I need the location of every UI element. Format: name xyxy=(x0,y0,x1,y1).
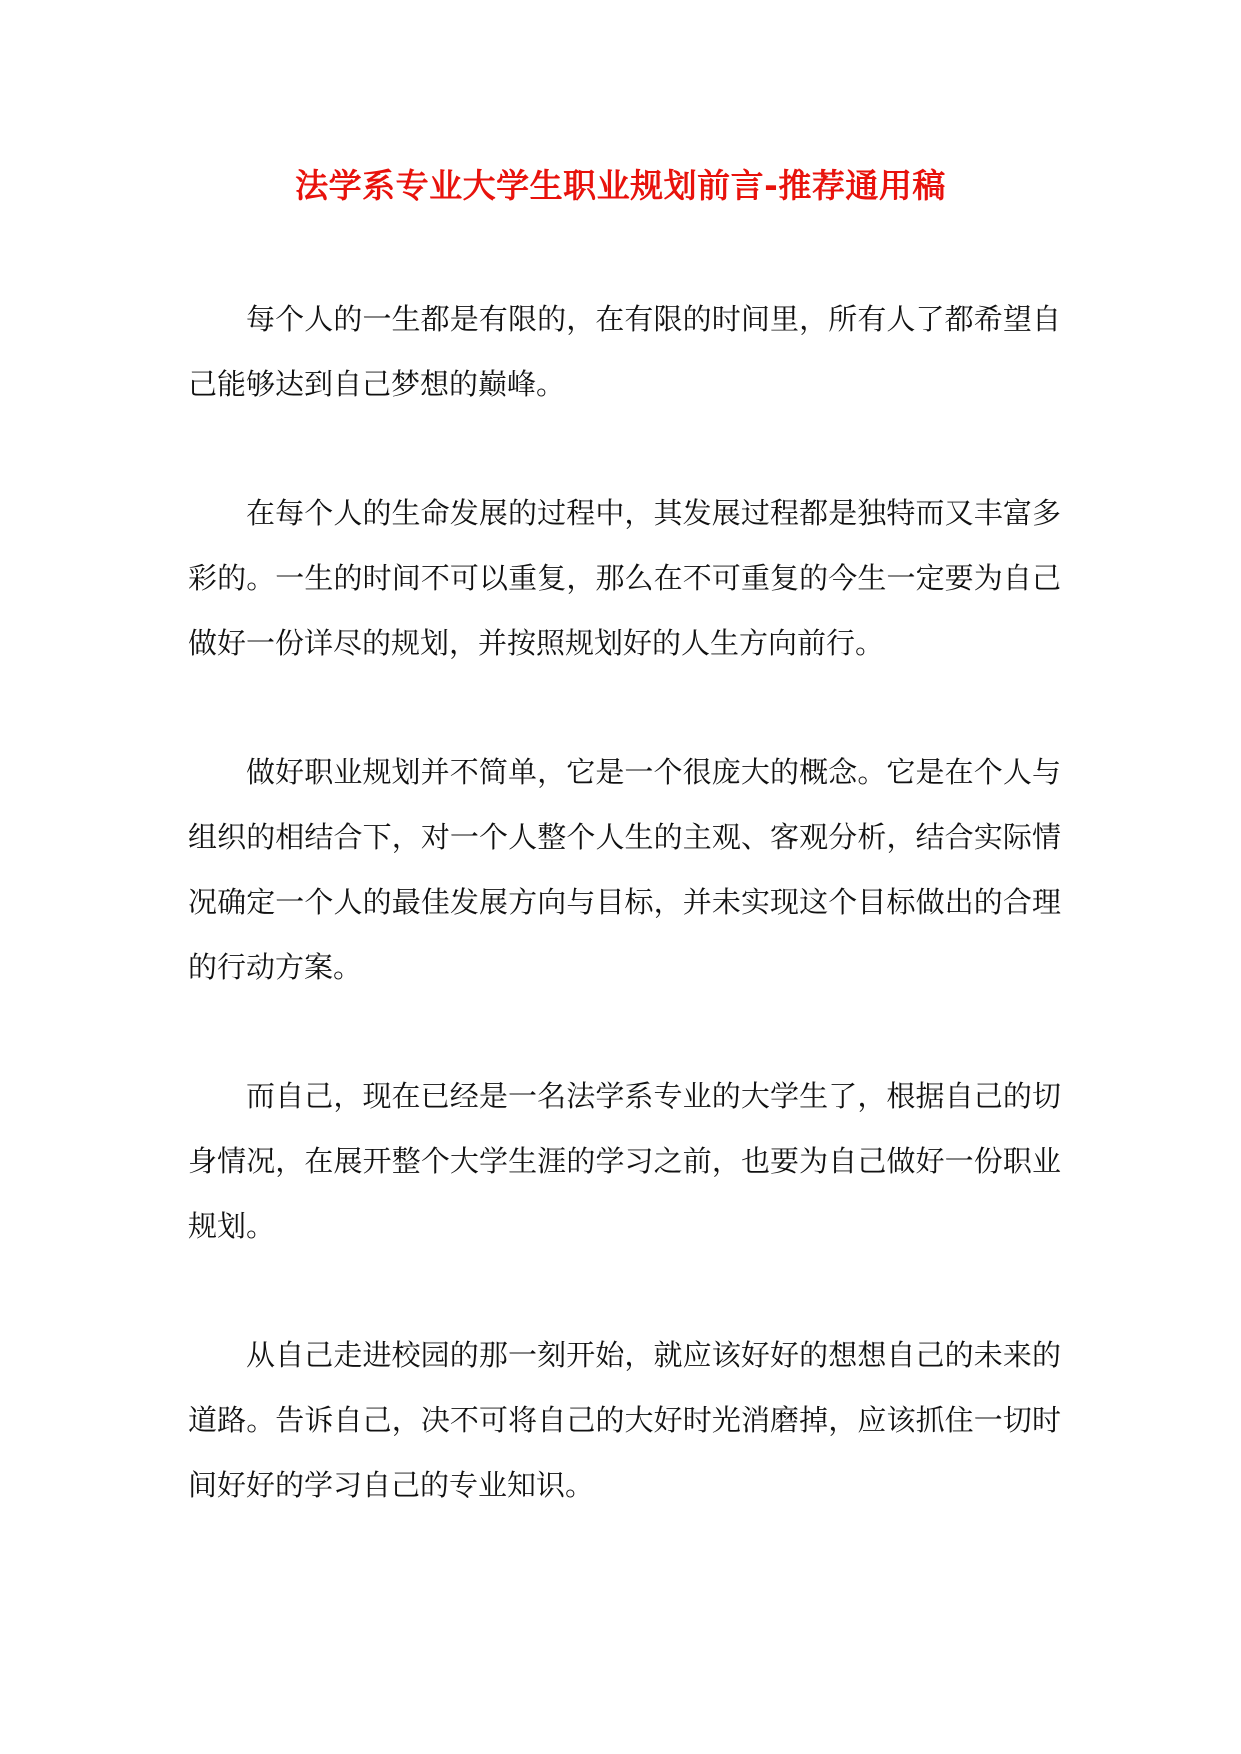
paragraph-3: 做好职业规划并不简单，它是一个很庞大的概念。它是在个人与组织的相结合下，对一个人整个人生的主观、客观分析，结合实际情况确定一个人的最佳发展方向与目标，并未实现这个目标做出的合理的行动方案。 xyxy=(188,755,1061,984)
paragraph-5: 从自己走进校园的那一刻开始，就应该好好的想想自己的未来的道路。告诉自己，决不可将自己的大好时光消磨掉，应该抓住一切时间好好的学习自己的专业知识。 xyxy=(188,1338,1061,1502)
document-body xyxy=(188,287,1061,1582)
paragraph-4: 而自己，现在已经是一名法学系专业的大学生了，根据自己的切身情况，在展开整个大学生涯的学习之前，也要为自己做好一份职业规划。 xyxy=(188,1079,1061,1243)
paragraph-2: 在每个人的生命发展的过程中，其发展过程都是独特而又丰富多彩的。一生的时间不可以重复，那么在不可重复的今生一定要为自己做好一份详尽的规划，并按照规划好的人生方向前行。 xyxy=(188,496,1061,660)
document-title: 法学系专业大学生职业规划前言-推荐通用稿 xyxy=(295,166,946,205)
paragraph-1: 每个人的一生都是有限的，在有限的时间里，所有人了都希望自己能够达到自己梦想的巅峰。 xyxy=(188,302,1061,401)
